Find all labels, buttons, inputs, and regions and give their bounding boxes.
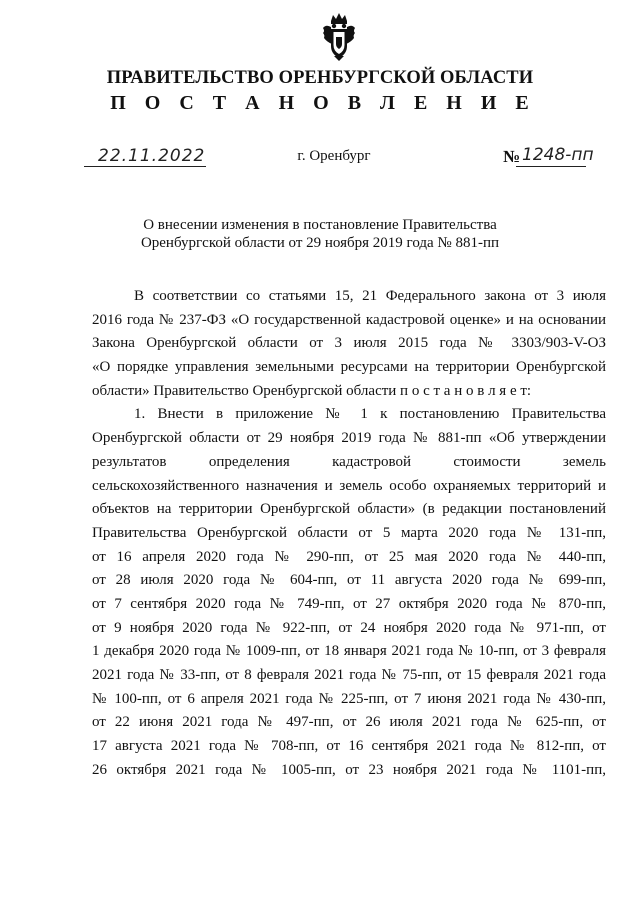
body-line: области» Правительство Оренбургской области п о с т а н о в л я е т: <box>92 382 532 399</box>
body-line: 17 августа 2021 года № 708-пп, от 16 сентября 2021 года № 812-пп, от <box>92 738 606 755</box>
date-underline <box>84 166 206 167</box>
organization-title: ПРАВИТЕЛЬСТВО ОРЕНБУРГСКОЙ ОБЛАСТИ <box>106 68 534 88</box>
body-line: 1 декабря 2020 года № 1009-пп, от 18 января 2021 года № 10-пп, от 3 февраля <box>92 643 606 660</box>
body-line: Оренбургской области от 29 ноября 2019 года № 881-пп «Об утверждении <box>92 430 606 447</box>
document-date: 22.11.2022 <box>98 146 206 166</box>
number-sign: № <box>503 147 521 166</box>
body-line: 26 октября 2021 года № 1005-пп, от 23 ноября 2021 года № 1101-пп, <box>92 761 606 778</box>
document-type-title: П О С Т А Н О В Л Е Н И Е <box>110 92 536 114</box>
body-line: сельскохозяйственного назначения и земель особо охраняемых территорий и <box>92 477 606 494</box>
document-number: 1248-пп <box>522 145 594 165</box>
body-line: результатов определения кадастровой стоимости земель <box>92 453 606 470</box>
subject-line: О внесении изменения в постановление Правительства <box>143 217 497 233</box>
body-line: В соответствии со статьями 15, 21 Федерального закона от 3 июля <box>134 288 606 304</box>
body-line: от 16 апреля 2020 года № 290-пп, от 25 мая 2020 года № 440-пп, <box>92 548 606 565</box>
body-line: Закона Оренбургской области от 3 июля 2015 года № 3303/903-V-ОЗ <box>92 335 606 352</box>
body-line: «О порядке управления земельными ресурсами на территории Оренбургской <box>92 359 606 376</box>
body-line: 2021 года № 33-пп, от 8 февраля 2021 года № 75-пп, от 15 февраля 2021 года <box>92 667 606 683</box>
subject-line: Оренбургской области от 29 ноября 2019 года № 881-пп <box>140 235 500 251</box>
coat-of-arms-icon <box>322 12 356 62</box>
document-subject <box>0 216 640 252</box>
body-line: Правительства Оренбургской области от 5 марта 2020 года № 131-пп, <box>92 524 606 541</box>
document-body <box>92 285 606 782</box>
document-meta <box>0 146 640 172</box>
document-city: г. Оренбург <box>297 148 371 164</box>
body-line: 2016 года № 237-ФЗ «О государственной кадастровой оценке» и на основании <box>92 311 606 328</box>
body-line: № 100-пп, от 6 апреля 2021 года № 225-пп, от 7 июня 2021 года № 430-пп, <box>92 690 606 707</box>
body-line: от 28 июля 2020 года № 604-пп, от 11 августа 2020 года № 699-пп, <box>92 572 606 589</box>
number-underline <box>516 166 586 167</box>
body-line: от 7 сентября 2020 года № 749-пп, от 27 октября 2020 года № 870-пп, <box>92 595 606 612</box>
body-line: 1. Внести в приложение № 1 к постановлению Правительства <box>134 406 606 423</box>
body-line: объектов на территории Оренбургской области» (в редакции постановлений <box>92 501 606 518</box>
body-line: от 22 июня 2021 года № 497-пп, от 26 июля 2021 года № 625-пп, от <box>92 714 606 731</box>
body-line: от 9 ноября 2020 года № 922-пп, от 24 ноября 2020 года № 971-пп, от <box>92 619 606 636</box>
